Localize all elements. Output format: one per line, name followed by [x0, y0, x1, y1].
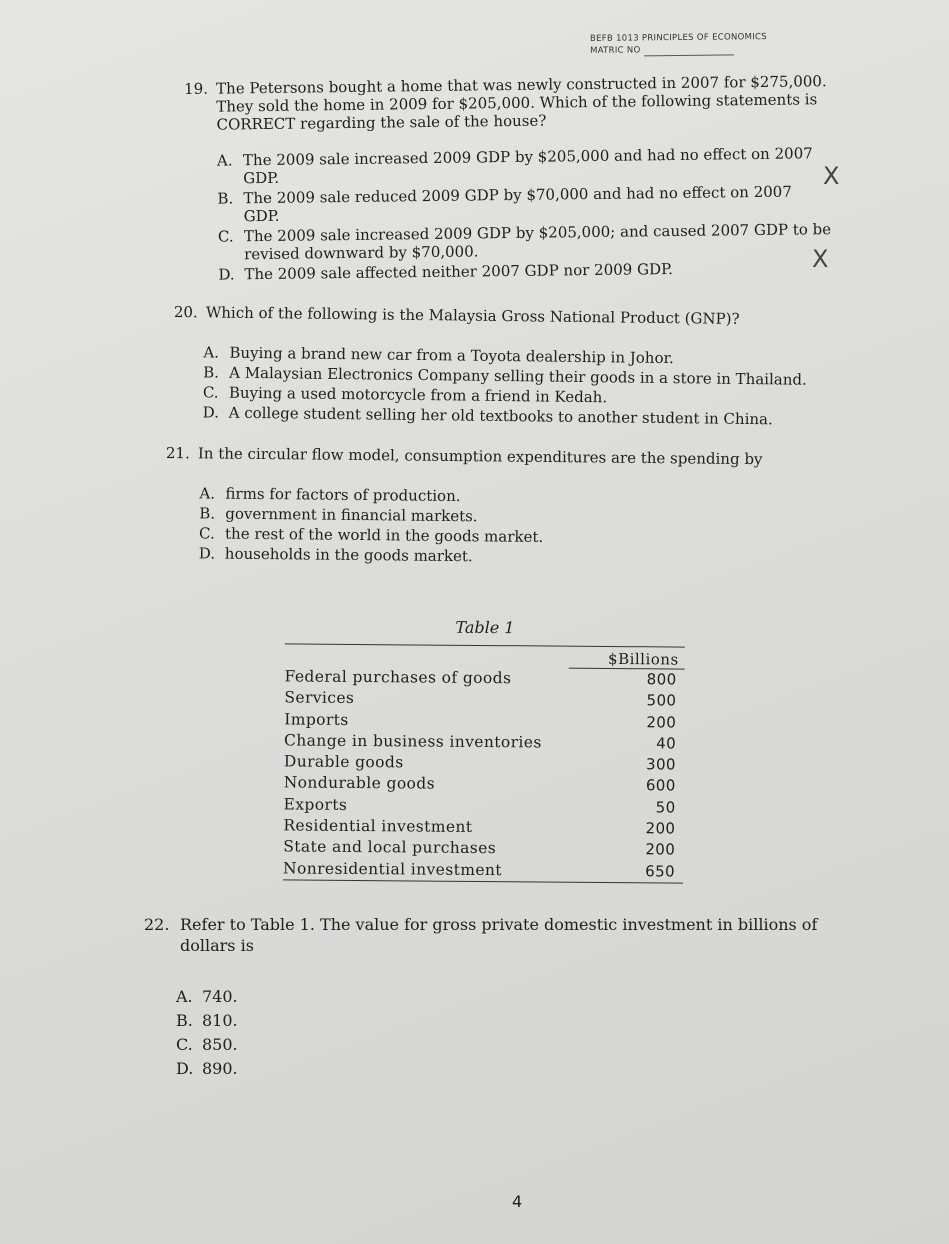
stem-line: They sold the home in 2009 for $205,000. Which of the following statements is [216, 90, 818, 116]
option-letter: A. [203, 343, 220, 362]
option-text: 810. [202, 1011, 238, 1030]
table-row [283, 816, 683, 840]
option-letter: C. [217, 227, 234, 246]
row-label: Change in business inventories [283, 731, 542, 752]
option-text: 850. [202, 1035, 238, 1054]
option-text [243, 144, 813, 187]
table-1 [283, 616, 685, 883]
row-value: 200 [646, 712, 677, 732]
course-title: BEFB 1013 PRINCIPLES OF ECONOMICS [589, 32, 768, 44]
option-letter: A. [216, 151, 233, 170]
option-letter: B. [217, 189, 234, 208]
option-text [243, 183, 792, 226]
question-number: 21. [165, 444, 190, 463]
option-letter: B. [199, 504, 216, 523]
option-letter: C. [176, 1035, 193, 1054]
row-value: 500 [646, 691, 677, 710]
row-label: State and local purchases [283, 837, 497, 858]
table-row [284, 709, 684, 733]
table-row [283, 858, 683, 883]
question-number: 19. [184, 79, 209, 98]
option-letter: D. [218, 265, 235, 284]
row-value: 50 [655, 798, 676, 817]
option-text: government in financial markets. [225, 504, 478, 526]
option-text [244, 220, 832, 263]
option-text: 890. [202, 1059, 238, 1078]
option-line: GDP. [243, 168, 280, 188]
table-row [284, 773, 684, 797]
option-letter: A. [199, 484, 216, 503]
table-unit-header: $Billions [569, 650, 685, 670]
option-text: households in the goods market. [224, 544, 473, 566]
question-stem [198, 444, 763, 468]
table-title: Table 1 [455, 617, 515, 638]
stem-line: Which of the following is the Malaysia Gross National Product (GNP)? [205, 303, 740, 328]
course-header [590, 31, 767, 57]
stem-line: dollars is [180, 936, 254, 955]
row-value: 800 [646, 670, 677, 689]
option-text: firms for factors of production. [225, 484, 461, 506]
stem-line: In the circular flow model, consumption expenditures are the spending by [197, 444, 763, 469]
matric-label: MATRIC NO [590, 45, 641, 56]
option-text: 740. [202, 987, 238, 1006]
table-top-rule [285, 643, 685, 647]
option-letter: D. [176, 1059, 194, 1078]
row-label: Nondurable goods [283, 773, 436, 794]
stem-line: The Petersons bought a home that was newly constructed in 2007 for $275,000. [215, 72, 827, 98]
row-value: 600 [645, 776, 676, 795]
option-line: The 2009 sale increased 2009 GDP by $205,000; and caused 2007 GDP to be [243, 220, 832, 246]
handwritten-x-mark: X [812, 245, 829, 273]
question-stem [216, 72, 827, 133]
row-label: Imports [284, 710, 349, 729]
option-line: The 2009 sale reduced 2009 GDP by $70,000 and had no effect on 2007 [243, 182, 792, 208]
table-row [284, 752, 684, 776]
matric-line [590, 43, 767, 57]
question-stem [180, 914, 817, 956]
row-value: 40 [656, 734, 677, 753]
option-text: The 2009 sale affected neither 2007 GDP nor 2009 GDP. [244, 260, 674, 284]
option-letter: D. [202, 403, 220, 422]
row-value: 200 [645, 840, 676, 859]
option-text: A college student selling her old textbooks to another student in China. [228, 403, 773, 429]
table-row [283, 837, 683, 861]
option-letter: A. [176, 987, 193, 1006]
table-row [283, 794, 683, 818]
option-letter: D. [198, 544, 216, 563]
option-letter: B. [176, 1011, 193, 1030]
row-label: Federal purchases of goods [284, 667, 512, 688]
row-value: 300 [645, 755, 676, 774]
row-label: Exports [283, 795, 348, 814]
row-value: 650 [645, 861, 676, 881]
option-text: Buying a brand new car from a Toyota dealership in Johor. [229, 343, 674, 368]
option-line: GDP. [243, 206, 280, 226]
option-text: the rest of the world in the goods market. [224, 524, 544, 546]
option-text: Buying a used motorcycle from a friend in Kedah. [228, 383, 608, 407]
table-row [284, 730, 684, 754]
question-stem [206, 303, 740, 328]
option-letter: C. [202, 383, 219, 402]
question-number: 20. [173, 303, 198, 322]
row-label: Services [284, 688, 355, 708]
stem-line: Refer to Table 1. The value for gross private domestic investment in billions of [180, 915, 818, 934]
question-number: 22. [144, 915, 170, 934]
handwritten-x-mark: X [823, 162, 840, 190]
row-label: Residential investment [283, 816, 473, 836]
option-letter: C. [198, 524, 215, 543]
option-letter: B. [203, 363, 220, 382]
option-text: A Malaysian Electronics Company selling their goods in a store in Thailand. [229, 363, 807, 389]
stem-line: CORRECT regarding the sale of the house? [216, 111, 547, 134]
row-label: Nonresidential investment [282, 859, 503, 879]
page-number: 4 [512, 1192, 523, 1211]
matric-blank [645, 54, 735, 56]
row-label: Durable goods [283, 752, 404, 772]
option-line: The 2009 sale increased 2009 GDP by $205,000 and had no effect on 2007 [242, 144, 813, 170]
option-line: revised downward by $70,000. [244, 242, 479, 264]
row-value: 200 [645, 819, 676, 838]
